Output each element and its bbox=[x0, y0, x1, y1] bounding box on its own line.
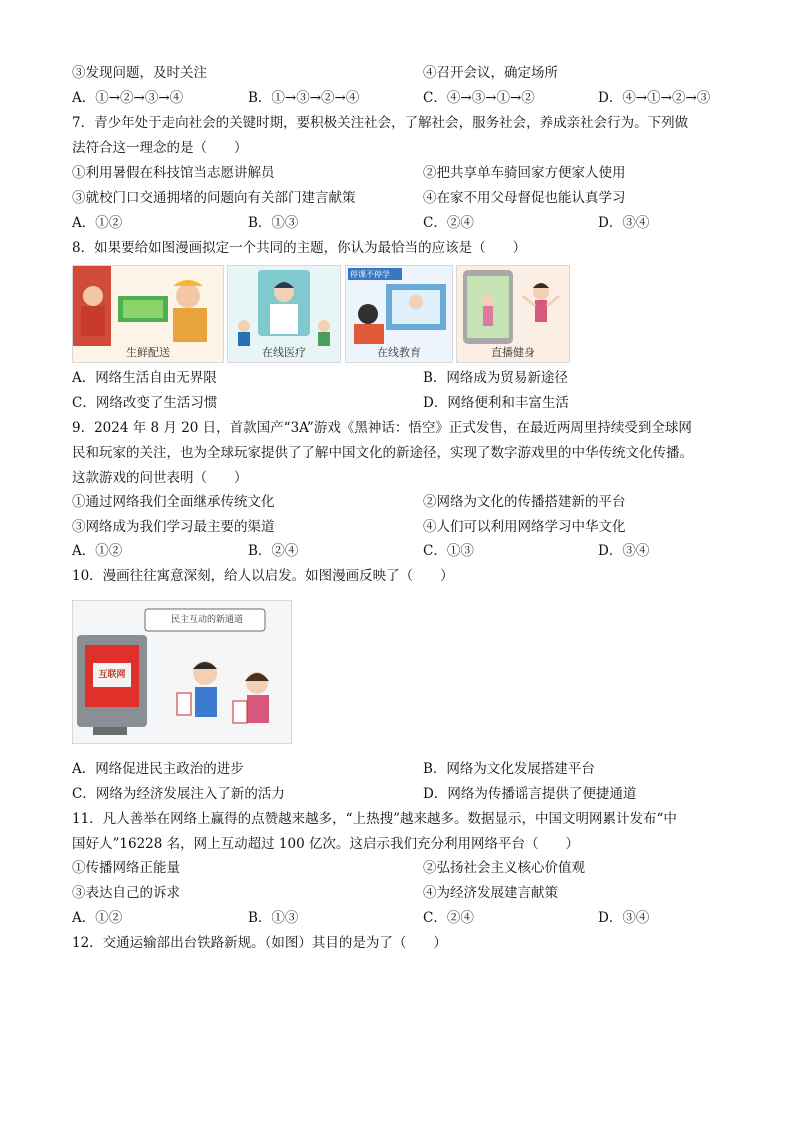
q7-option-d[interactable]: D．③④ bbox=[598, 215, 650, 231]
q9-item-1: ①通过网络我们全面继承传统文化 bbox=[72, 494, 275, 510]
q12-stem: 12．交通运输部出台铁路新规。（如图）其目的是为了（ ） bbox=[72, 935, 447, 951]
q6-option-b[interactable]: B．①→③→②→④ bbox=[248, 90, 360, 106]
q10-option-c[interactable]: C．网络为经济发展注入了新的活力 bbox=[72, 786, 285, 802]
q6-item-3: ③发现问题，及时关注 bbox=[72, 65, 207, 81]
q10-option-b[interactable]: B．网络为文化发展搭建平台 bbox=[423, 761, 595, 777]
q7-item-2: ②把共享单车骑回家方便家人使用 bbox=[423, 165, 626, 181]
q6-option-c[interactable]: C．④→③→①→② bbox=[423, 90, 535, 106]
q7-option-c[interactable]: C．②④ bbox=[423, 215, 474, 231]
q8-caption-1: 生鲜配送 bbox=[126, 346, 170, 359]
q9-option-c[interactable]: C．①③ bbox=[423, 543, 474, 559]
q10-stem: 10．漫画往往寓意深刻，给人以启发。如图漫画反映了（ ） bbox=[72, 568, 454, 584]
q9-option-a[interactable]: A．①② bbox=[72, 543, 123, 559]
q9-stem-line-1: 9．2024 年 8 月 20 日，首款国产“3A”游戏《黑神话：悟空》正式发售，在最近两周里持续受到全球网 bbox=[72, 420, 692, 436]
q8-cartoon-fresh-delivery bbox=[72, 265, 224, 363]
q10-banner-text: 民主互动的新通道 bbox=[170, 615, 243, 625]
q9-option-d[interactable]: D．③④ bbox=[598, 543, 650, 559]
q11-stem-line-2: 国好人”16228 名，网上互动超过 100 亿次。这启示我们充分利用网络平台（ ） bbox=[72, 836, 579, 852]
q8-cartoon-online-education bbox=[345, 265, 453, 363]
q7-stem-line-2: 法符合这一理念的是（ ） bbox=[72, 140, 248, 156]
q7-option-b[interactable]: B．①③ bbox=[248, 215, 299, 231]
q8-cartoon-live-fitness bbox=[456, 265, 570, 363]
q9-item-3: ③网络成为我们学习最主要的渠道 bbox=[72, 519, 275, 535]
q11-item-2: ②弘扬社会主义核心价值观 bbox=[423, 860, 585, 876]
q7-item-1: ①利用暑假在科技馆当志愿讲解员 bbox=[72, 165, 275, 181]
q6-item-4: ④召开会议，确定场所 bbox=[423, 65, 558, 81]
q8-option-a[interactable]: A．网络生活自由无界限 bbox=[72, 370, 217, 386]
q11-item-3: ③表达自己的诉求 bbox=[72, 885, 180, 901]
q10-option-a[interactable]: A．网络促进民主政治的进步 bbox=[72, 761, 244, 777]
q9-stem-line-3: 这款游戏的问世表明（ ） bbox=[72, 470, 248, 486]
q8-option-c[interactable]: C．网络改变了生活习惯 bbox=[72, 395, 218, 411]
q8-class-sign: 停课不停学 bbox=[350, 270, 390, 279]
q7-item-3: ③就校门口交通拥堵的问题向有关部门建言献策 bbox=[72, 190, 356, 206]
q8-stem: 8．如果要给如图漫画拟定一个共同的主题，你认为最恰当的应该是（ ） bbox=[72, 240, 527, 256]
q6-option-d[interactable]: D．④→①→②→③ bbox=[598, 90, 711, 106]
q8-cartoon-online-medical bbox=[227, 265, 341, 363]
q10-cartoon-democracy bbox=[72, 600, 292, 744]
q8-caption-4: 直播健身 bbox=[491, 346, 535, 359]
q11-stem-line-1: 11．凡人善举在网络上赢得的点赞越来越多，“上热搜”越来越多。数据显示，中国文明网累计发布“中 bbox=[72, 811, 677, 827]
q8-caption-3: 在线教育 bbox=[377, 346, 421, 359]
q11-item-1: ①传播网络正能量 bbox=[72, 860, 180, 876]
q9-stem-line-2: 民和玩家的关注，也为全球玩家提供了了解中国文化的新途径，实现了数字游戏里的中华传统文化传播。 bbox=[72, 445, 693, 461]
q9-item-2: ②网络为文化的传播搭建新的平台 bbox=[423, 494, 626, 510]
q11-option-d[interactable]: D．③④ bbox=[598, 910, 650, 926]
q7-option-a[interactable]: A．①② bbox=[72, 215, 123, 231]
q8-option-d[interactable]: D．网络便利和丰富生活 bbox=[423, 395, 569, 411]
q10-screen-text: 互联网 bbox=[98, 670, 126, 680]
q11-option-a[interactable]: A．①② bbox=[72, 910, 123, 926]
q10-option-d[interactable]: D．网络为传播谣言提供了便捷通道 bbox=[423, 786, 637, 802]
q11-item-4: ④为经济发展建言献策 bbox=[423, 885, 558, 901]
q9-option-b[interactable]: B．②④ bbox=[248, 543, 299, 559]
q9-item-4: ④人们可以利用网络学习中华文化 bbox=[423, 519, 626, 535]
q7-stem-line-1: 7．青少年处于走向社会的关键时期，要积极关注社会，了解社会，服务社会，养成亲社会行为。下列做 bbox=[72, 115, 689, 131]
q8-caption-2: 在线医疗 bbox=[262, 346, 306, 359]
q7-item-4: ④在家不用父母督促也能认真学习 bbox=[423, 190, 626, 206]
q6-option-a[interactable]: A．①→②→③→④ bbox=[72, 90, 184, 106]
q11-option-c[interactable]: C．②④ bbox=[423, 910, 474, 926]
q11-option-b[interactable]: B．①③ bbox=[248, 910, 299, 926]
q8-option-b[interactable]: B．网络成为贸易新途径 bbox=[423, 370, 568, 386]
